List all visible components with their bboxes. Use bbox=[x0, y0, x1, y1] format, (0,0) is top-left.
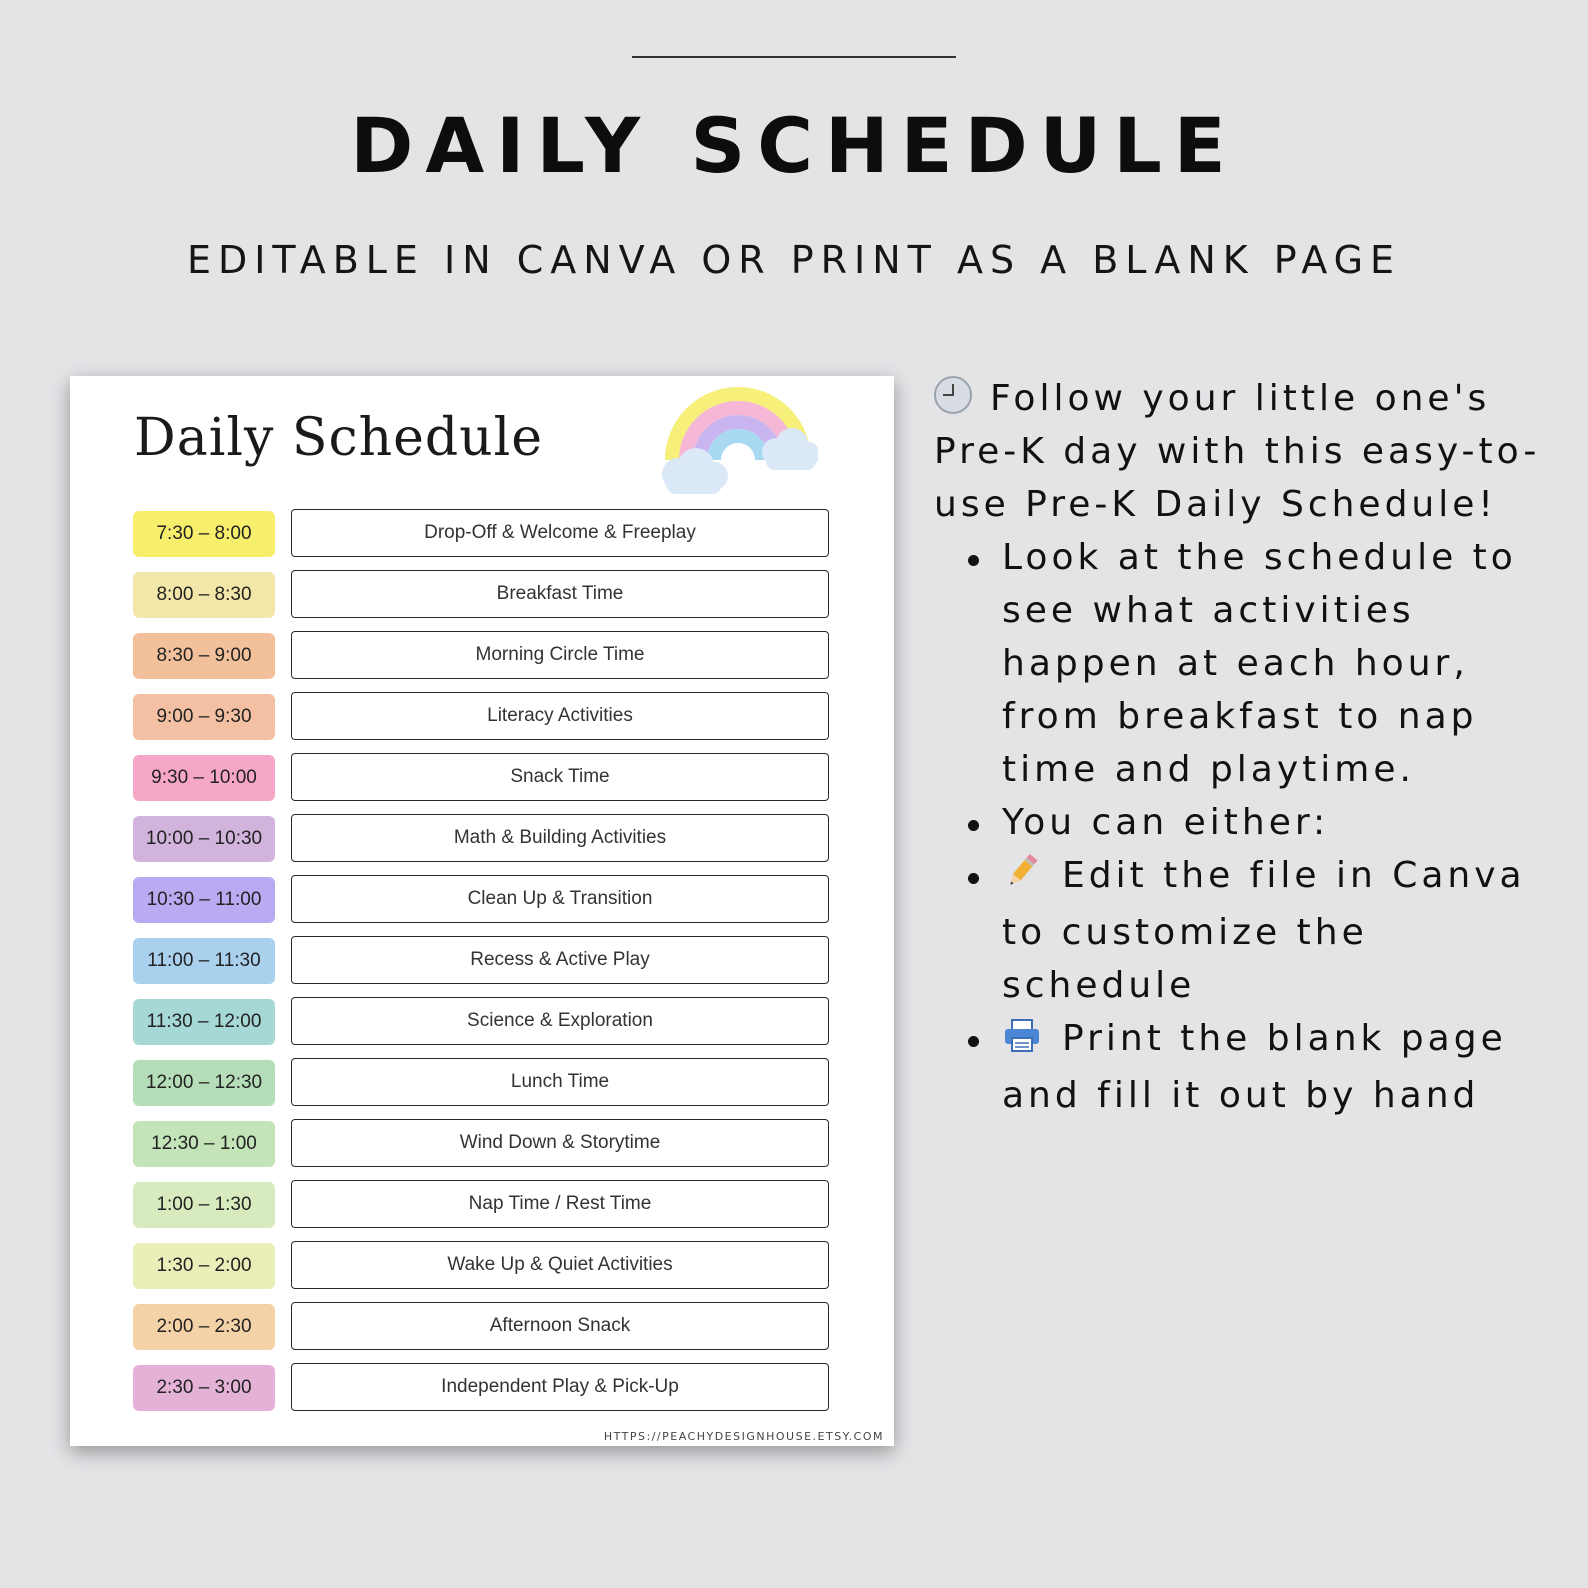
schedule-row bbox=[133, 1180, 833, 1228]
activity-field: Snack Time bbox=[291, 753, 829, 801]
time-slot-label: 9:00 – 9:30 bbox=[133, 694, 275, 740]
schedule-row bbox=[133, 1363, 833, 1411]
activity-field: Morning Circle Time bbox=[291, 631, 829, 679]
time-slot-label: 7:30 – 8:00 bbox=[133, 511, 275, 557]
page-subtitle: EDITABLE IN CANVA OR PRINT AS A BLANK PAGE bbox=[186, 238, 1402, 282]
time-slot-label: 9:30 – 10:00 bbox=[133, 755, 275, 801]
schedule-row bbox=[133, 753, 833, 801]
time-slot-label: 11:00 – 11:30 bbox=[133, 938, 275, 984]
activity-field: Math & Building Activities bbox=[291, 814, 829, 862]
intro-text: Follow your little one's Pre-K day with this easy-to-use Pre-K Daily Schedule! bbox=[934, 378, 1541, 525]
bullet-text: Edit the file in Canva to customize the schedule bbox=[1002, 855, 1526, 1006]
description-column bbox=[934, 372, 1574, 1122]
time-slot-label: 8:30 – 9:00 bbox=[133, 633, 275, 679]
schedule-row bbox=[133, 509, 833, 557]
time-slot-label: 12:30 – 1:00 bbox=[133, 1121, 275, 1167]
activity-field: Drop-Off & Welcome & Freeplay bbox=[291, 509, 829, 557]
time-slot-label: 11:30 – 12:00 bbox=[133, 999, 275, 1045]
activity-field: Afternoon Snack bbox=[291, 1302, 829, 1350]
bullet-item: Look at the schedule to see what activities happen at each hour, from breakfast to nap time and playtime. bbox=[934, 531, 1574, 796]
activity-field: Lunch Time bbox=[291, 1058, 829, 1106]
time-slot-label: 8:00 – 8:30 bbox=[133, 572, 275, 618]
top-divider bbox=[632, 56, 956, 58]
activity-field: Independent Play & Pick-Up bbox=[291, 1363, 829, 1411]
activity-field: Nap Time / Rest Time bbox=[291, 1180, 829, 1228]
schedule-row bbox=[133, 1119, 833, 1167]
time-slot-label: 1:30 – 2:00 bbox=[133, 1243, 275, 1289]
bullet-item bbox=[934, 796, 1574, 849]
schedule-row bbox=[133, 692, 833, 740]
schedule-row bbox=[133, 936, 833, 984]
bullet-text: You can either: bbox=[1002, 802, 1330, 843]
schedule-sheet-preview bbox=[70, 376, 894, 1446]
options-list bbox=[934, 796, 1574, 1122]
time-slot-label: 12:00 – 12:30 bbox=[133, 1060, 275, 1106]
pencil-icon bbox=[1002, 851, 1042, 906]
schedule-row bbox=[133, 1241, 833, 1289]
schedule-row bbox=[133, 875, 833, 923]
bullet-item bbox=[934, 849, 1574, 1012]
bullet-text: Print the blank page and fill it out by hand bbox=[1002, 1018, 1507, 1116]
schedule-row bbox=[133, 1058, 833, 1106]
feature-list bbox=[934, 531, 1574, 796]
intro-paragraph bbox=[934, 372, 1574, 531]
schedule-row bbox=[133, 570, 833, 618]
schedule-row bbox=[133, 631, 833, 679]
printer-icon bbox=[1002, 1016, 1042, 1069]
activity-field: Recess & Active Play bbox=[291, 936, 829, 984]
sheet-title: Daily Schedule bbox=[134, 408, 544, 468]
activity-field: Clean Up & Transition bbox=[291, 875, 829, 923]
activity-field: Breakfast Time bbox=[291, 570, 829, 618]
schedule-row bbox=[133, 1302, 833, 1350]
schedule-row bbox=[133, 997, 833, 1045]
time-slot-label: 10:00 – 10:30 bbox=[133, 816, 275, 862]
time-slot-label: 1:00 – 1:30 bbox=[133, 1182, 275, 1228]
activity-field: Science & Exploration bbox=[291, 997, 829, 1045]
time-slot-label: 2:30 – 3:00 bbox=[133, 1365, 275, 1411]
schedule-row bbox=[133, 814, 833, 862]
rainbow-icon bbox=[658, 382, 818, 502]
clock-icon bbox=[934, 376, 972, 414]
bullet-item bbox=[934, 1012, 1574, 1122]
time-slot-label: 2:00 – 2:30 bbox=[133, 1304, 275, 1350]
activity-field: Wind Down & Storytime bbox=[291, 1119, 829, 1167]
time-slot-label: 10:30 – 11:00 bbox=[133, 877, 275, 923]
footer-url: HTTPS://PEACHYDESIGNHOUSE.ETSY.COM bbox=[603, 1430, 884, 1443]
activity-field: Literacy Activities bbox=[291, 692, 829, 740]
page-title: DAILY SCHEDULE bbox=[350, 101, 1238, 190]
activity-field: Wake Up & Quiet Activities bbox=[291, 1241, 829, 1289]
